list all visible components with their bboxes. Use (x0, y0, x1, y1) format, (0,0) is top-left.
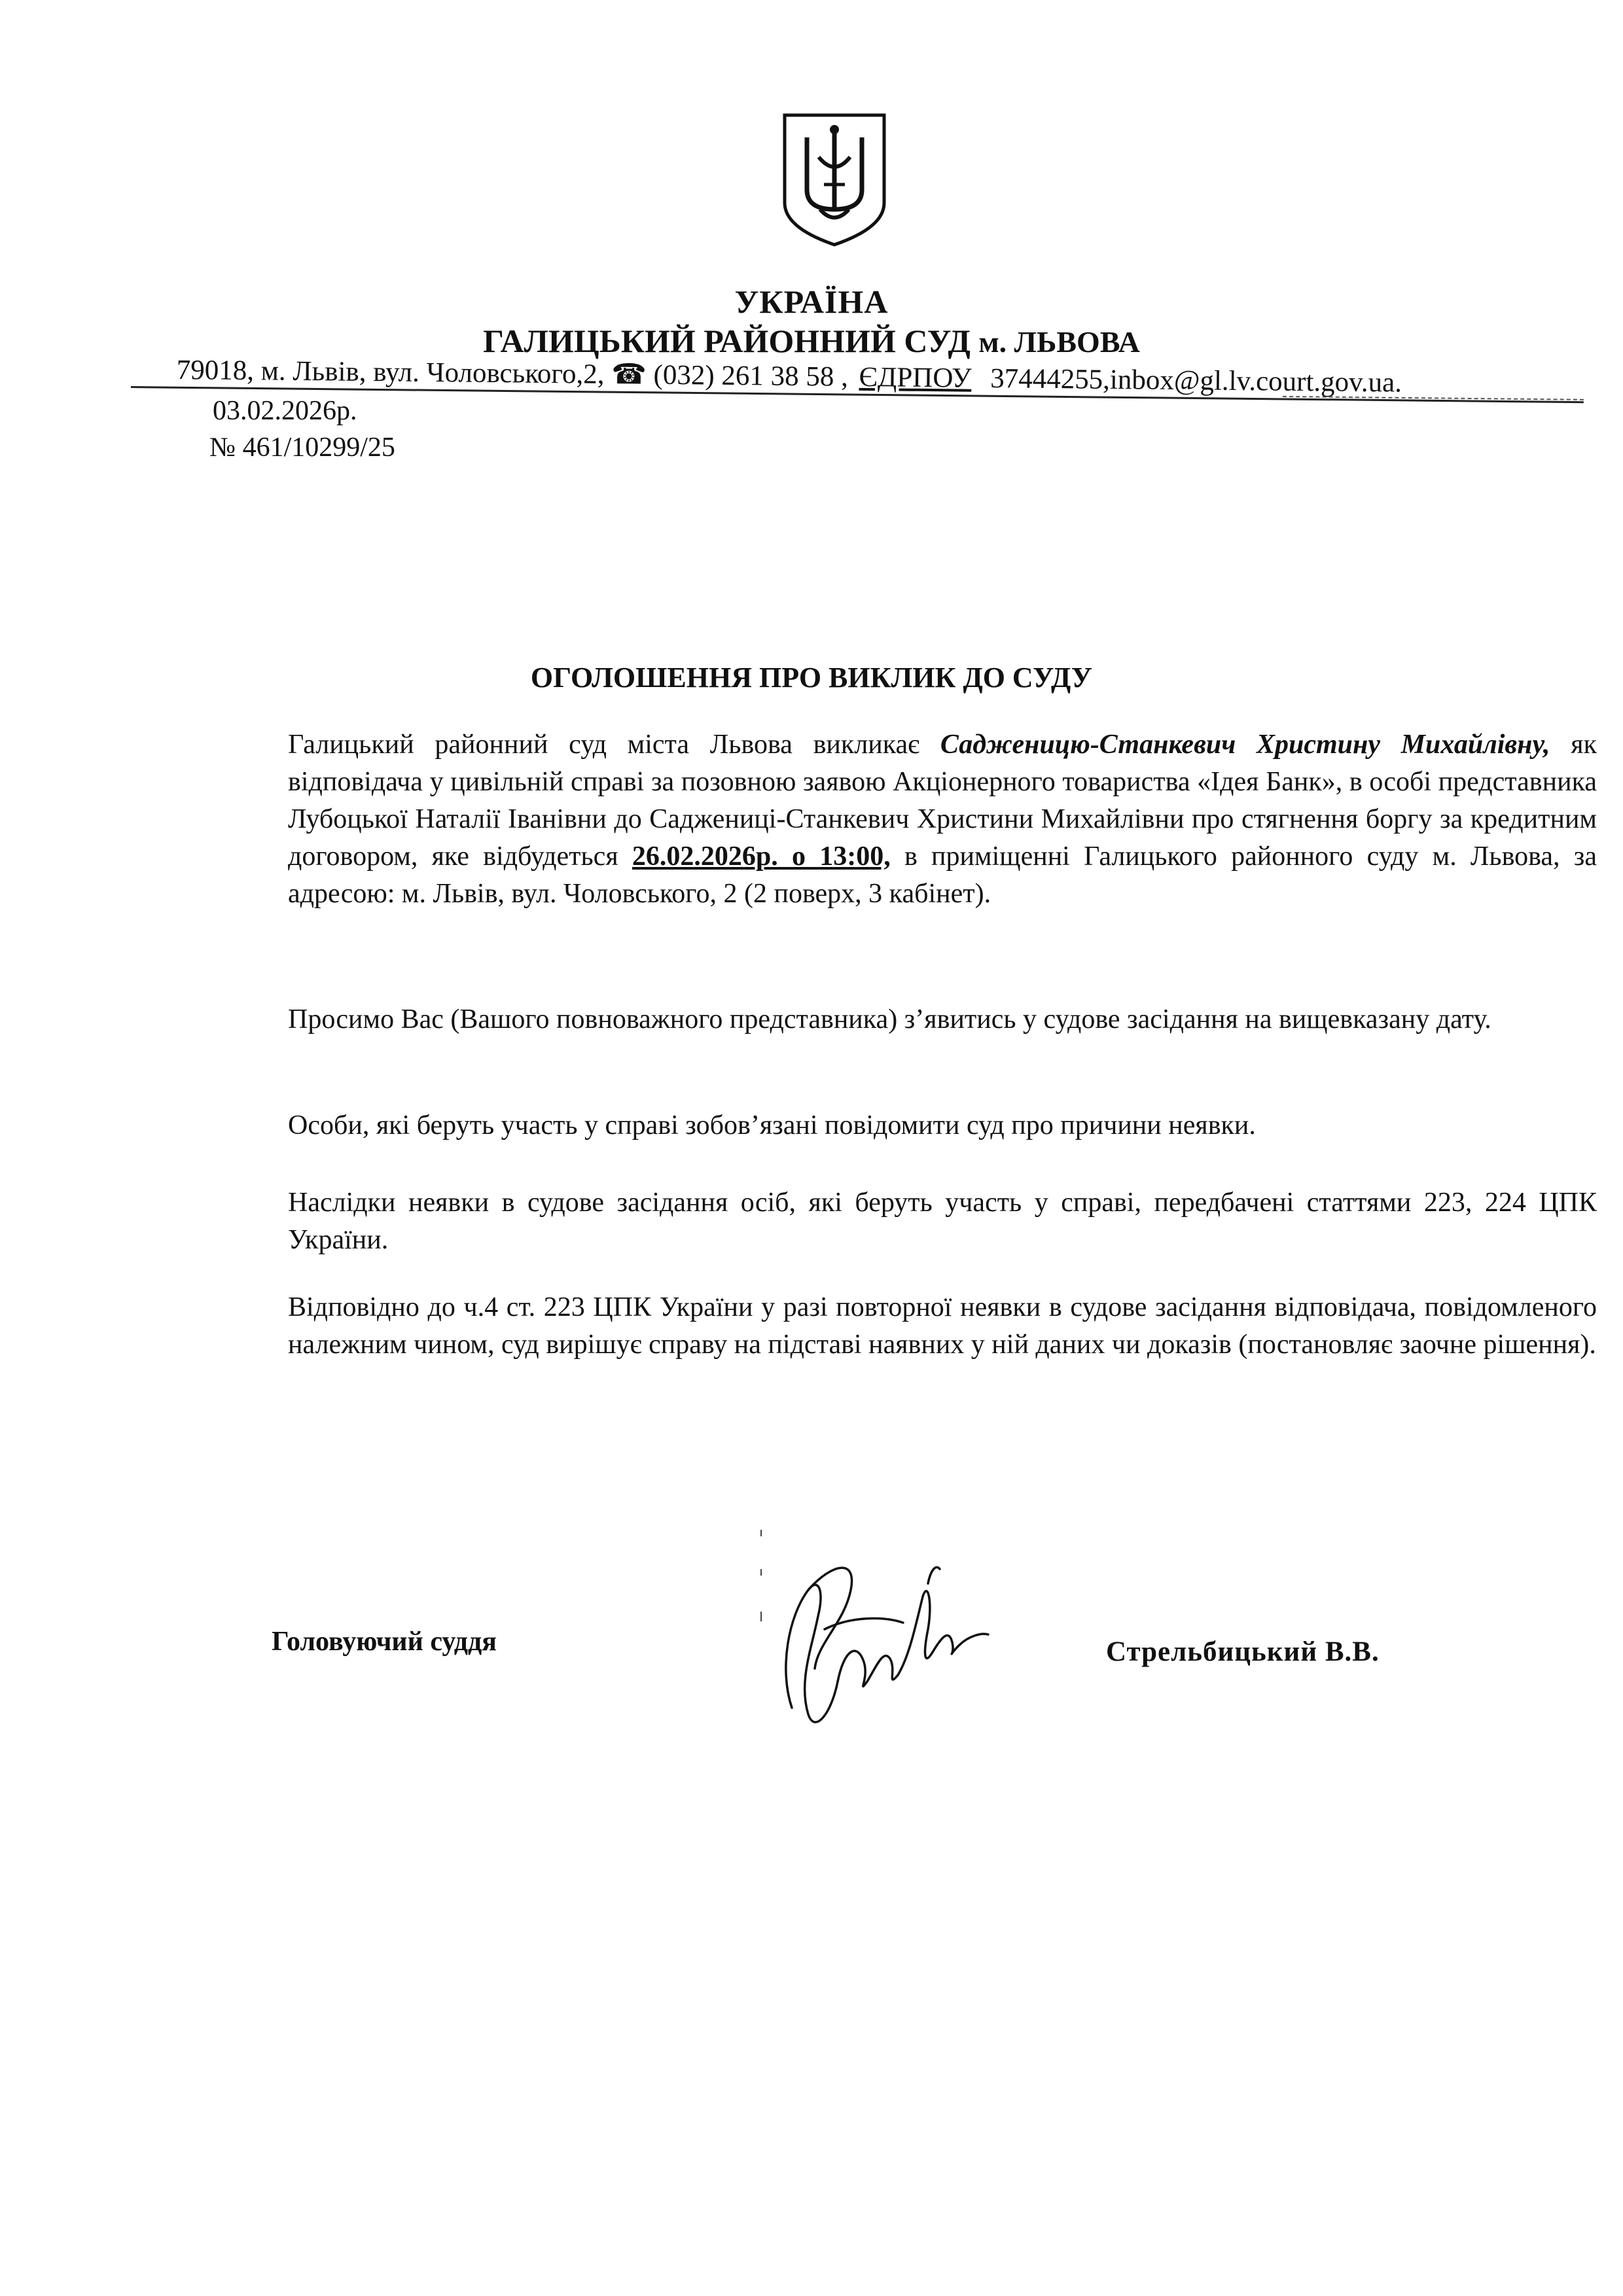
coat-of-arms-emblem (781, 111, 888, 249)
body-paragraph-obligation: Особи, які беруть участь у справі зобов’язані повідомити суд про причини неявки. (288, 1110, 1256, 1140)
court-phone: (032) 261 38 58 , (653, 359, 849, 393)
court-address-line (176, 353, 1402, 399)
court-name: ГАЛИЦЬКИЙ РАЙОННИЙ СУД (483, 323, 971, 359)
document-number: № 461/10299/25 (209, 433, 395, 463)
hearing-datetime: 26.02.2026р. о 13:00, (632, 841, 891, 872)
signer-position: Головуючий суддя (272, 1627, 497, 1657)
court-city: м. ЛЬВОВА (978, 325, 1140, 359)
document-date: 03.02.2026р. (213, 396, 357, 426)
p1-intro: Галицький районний суд міста Львова викликає (288, 730, 920, 760)
handwritten-signature (753, 1518, 1014, 1754)
p1-middle: як відповідача у цивільній справі за позовною заявою Акціонерного товариства «Ідея Банк», в особі представника Лубоцької Наталії Іванівни до Садженицi-Станкевич Христини Михайлівни про стягнення боргу за кредитним договором, яке відбудеться (288, 730, 1597, 872)
body-paragraph-request: Просимо Вас (Вашого повноважного представника) з’явитись у судове засідання на вищевказану дату. (288, 1004, 1491, 1034)
announcement-title: ОГОЛОШЕННЯ ПРО ВИКЛИК ДО СУДУ (530, 662, 1093, 694)
edrpou-label: ЄДРПОУ (859, 361, 972, 394)
margin-tick-marks (758, 1530, 764, 1628)
edrpou-and-email: 37444255,inbox@gl.lv.court.gov.ua. (990, 363, 1402, 398)
body-paragraph-summons (203, 726, 1597, 913)
p1-end: в приміщенні Галицького районного суду м. Львова, за адресою: м. Львів, вул. Чоловського, 2 (2 поверх, 3 кабінет). (288, 841, 1597, 909)
phone-icon: ☎ (611, 359, 647, 391)
body-paragraph-repeat-absence: Відповідно до ч.4 ст. 223 ЦПК України у разі повторної неявки в судове засідання відповідача, повідомленого належним чином, суд вирішує справу на підставі наявних у ній даних чи доказів (постановляє заочне рішення). (288, 1292, 1597, 1360)
country-heading: УКРАЇНА (734, 283, 889, 320)
defendant-name: Садженицю-Станкевич Христину Михайлівну, (940, 730, 1550, 760)
body-paragraph-consequences: Наслідки неявки в судове засідання осіб, які беруть участь у справі, передбачені статтями 223, 224 ЦПК України. (288, 1188, 1597, 1255)
signer-name: Стрельбицький В.В. (1106, 1636, 1380, 1667)
court-address: 79018, м. Львів, вул. Чоловського,2, (176, 354, 605, 390)
